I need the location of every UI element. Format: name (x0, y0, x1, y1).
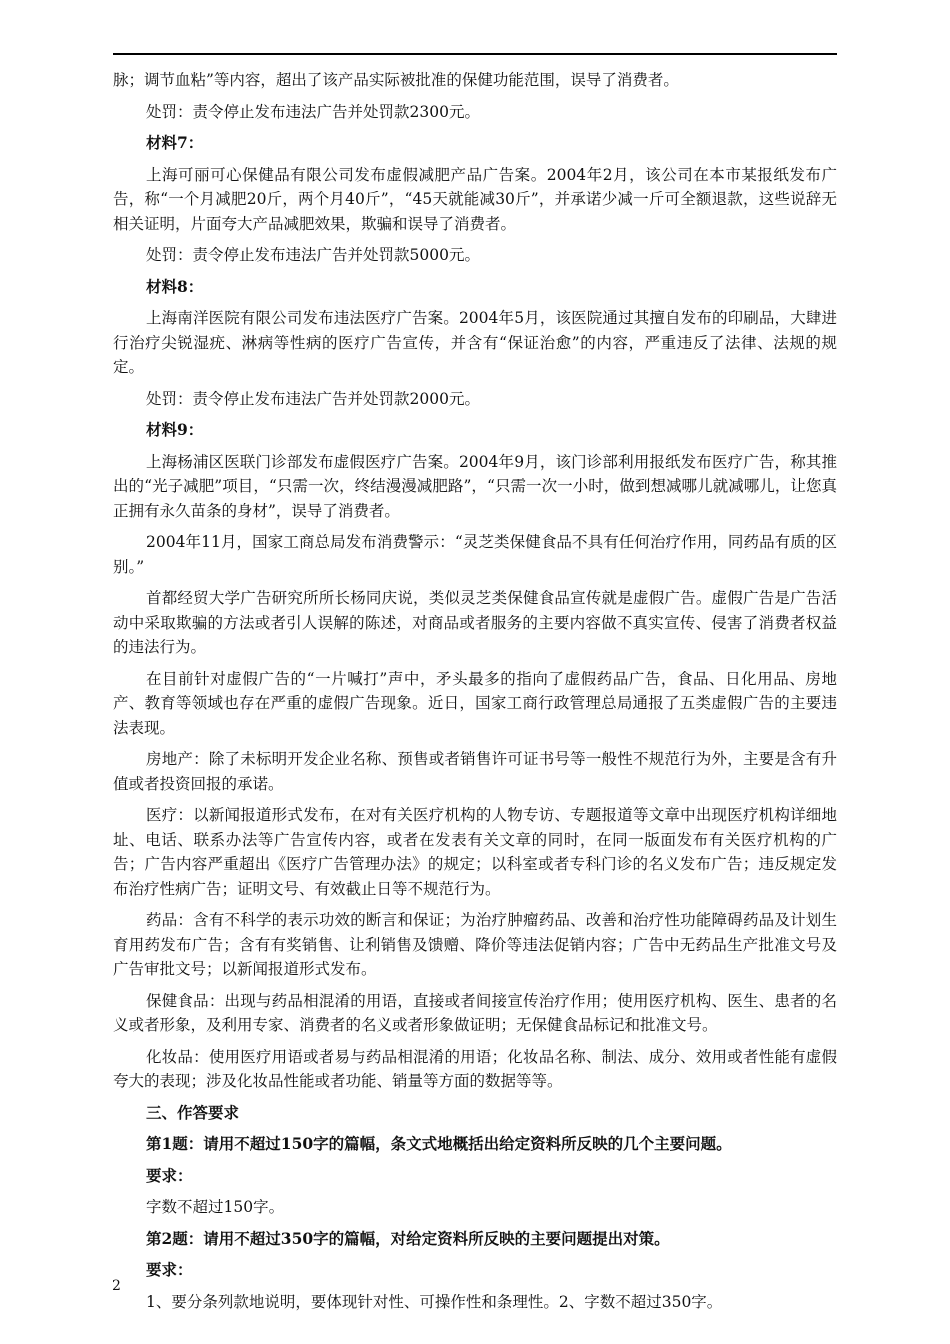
paragraph: 保健食品：出现与药品相混淆的用语，直接或者间接宣传治疗作用；使用医疗机构、医生、患者的名义或者形象，及利用专家、消费者的名义或者形象做证明；无保健食品标记和批准文号。 (113, 991, 837, 1034)
paragraph: 化妆品：使用医疗用语或者易与药品相混淆的用语；化妆品名称、制法、成分、效用或者性能有虚假夸大的表现；涉及化妆品性能或者功能、销量等方面的数据等等。 (113, 1047, 837, 1090)
paragraph: 脉；调节血粘”等内容，超出了该产品实际被批准的保健功能范围，误导了消费者。 (113, 71, 679, 89)
question-heading: 第2题：请用不超过350字的篇幅，对给定资料所反映的主要问题提出对策。 (146, 1228, 670, 1248)
paragraph: 字数不超过150字。 (146, 1198, 285, 1216)
requirement-heading: 要求： (146, 1260, 193, 1279)
paragraph: 处罚：责令停止发布违法广告并处罚款2300元。 (146, 102, 480, 121)
paragraph: 医疗：以新闻报道形式发布，在对有关医疗机构的人物专访、专题报道等文章中出现医疗机构详细地址、电话、联系办法等广告宣传内容，或者在发表有关文章的同时，在同一版面发布有关医疗机构的广告；广告内容严重超出《医疗广告管理办法》的规定；以科室或者专科门诊的名义发布广告；违反规定发布治疗性病广告；证明文号、有效截止日等不规范行为。 (113, 806, 837, 898)
paragraph: 上海杨浦区医联门诊部发布虚假医疗广告案。2004年9月，该门诊部利用报纸发布医疗广告，称其推出的“光子减肥”项目，“只需一次，终结漫漫减肥路”，“只需一次一小时，做到想减哪儿就减哪儿，让您真正拥有永久苗条的身材”，误导了消费者。 (113, 452, 837, 520)
section-heading: 材料8： (146, 276, 204, 296)
question-heading: 第1题：请用不超过150字的篇幅，条文式地概括出给定资料所反映的几个主要问题。 (146, 1134, 732, 1153)
paragraph: 1、要分条列款地说明，要体现针对性、可操作性和条理性。2、字数不超过350字。 (146, 1292, 723, 1311)
paragraph: 处罚：责令停止发布违法广告并处罚款5000元。 (146, 246, 480, 264)
document-body (113, 68, 837, 1321)
section-heading: 三、作答要求 (146, 1102, 240, 1122)
paragraph: 药品：含有不科学的表示功效的断言和保证；为治疗肿瘤药品、改善和治疗性功能障碍药品及计划生育用药发布广告；含有有奖销售、让利销售及馈赠、降价等违法促销内容；广告中无药品生产批准文号及广告审批文号；以新闻报道形式发布。 (113, 911, 837, 978)
section-heading: 材料7： (146, 133, 204, 152)
requirement-heading: 要求： (146, 1165, 193, 1185)
paragraph: 处罚：责令停止发布违法广告并处罚款2000元。 (146, 389, 480, 408)
paragraph: 首都经贸大学广告研究所所长杨同庆说，类似灵芝类保健食品宣传就是虚假广告。虚假广告是广告活动中采取欺骗的方法或者引人误解的陈述，对商品或者服务的主要内容做不真实宣传、侵害了消费者权益的违法行为。 (113, 589, 837, 656)
header-rule (113, 53, 837, 55)
page-number: 2 (112, 1278, 121, 1294)
paragraph: 上海可丽可心保健品有限公司发布虚假减肥产品广告案。2004年2月，该公司在本市某报纸发布广告，称“一个月减肥20斤，两个月40斤”，“45天就能减30斤”，并承诺少减一斤可全额退款，这些说辞无相关证明，片面夸大产品减肥效果，欺骗和误导了消费者。 (113, 165, 837, 233)
paragraph: 房地产：除了未标明开发企业名称、预售或者销售许可证书号等一般性不规范行为外，主要是含有升值或者投资回报的承诺。 (113, 750, 837, 793)
paragraph: 在目前针对虚假广告的“一片喊打”声中，矛头最多的指向了虚假药品广告，食品、日化用品、房地产、教育等领域也存在严重的虚假广告现象。近日，国家工商行政管理总局通报了五类虚假广告的主要违法表现。 (113, 669, 837, 737)
section-heading: 材料9： (146, 420, 204, 439)
paragraph: 2004年11月，国家工商总局发布消费警示：“灵芝类保健食品不具有任何治疗作用，同药品有质的区别。” (113, 533, 837, 576)
paragraph: 上海南洋医院有限公司发布违法医疗广告案。2004年5月，该医院通过其擅自发布的印刷品，大肆进行治疗尖锐湿疣、淋病等性病的医疗广告宣传，并含有“保证治愈”的内容，严重违反了法律、法规的规定。 (113, 309, 837, 376)
